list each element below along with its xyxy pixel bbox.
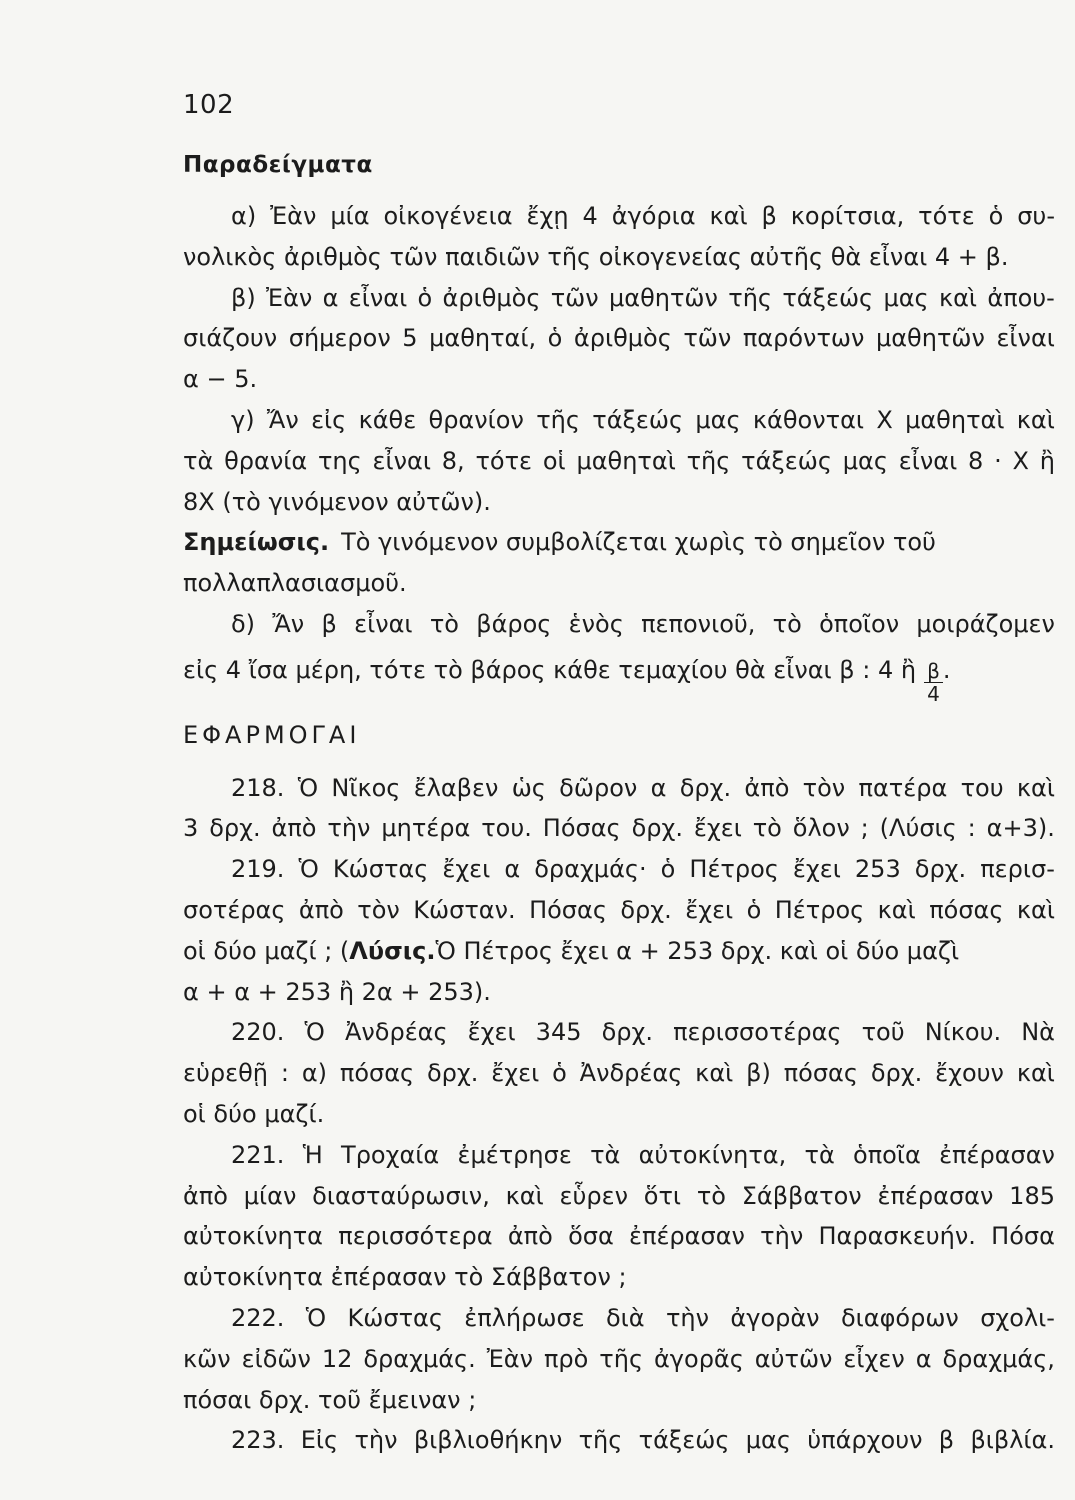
fraction-period: .	[942, 655, 951, 684]
exercise-218-line-2: 3 δρχ. ἀπὸ τὴν μητέρα του. Πόσας δρχ. ἔχει τὸ ὅλον ; (Λύσις : α+3).	[183, 814, 1055, 843]
exercise-219-line-3-end: Ὁ Πέτρος ἔχει α + 253 δρχ. καὶ οἱ δύο μαζὶ	[435, 936, 960, 965]
note-text: Τὸ γινόμενον συμβολίζεται χωρὶς τὸ σημεῖον τοῦ	[341, 528, 936, 557]
body-text	[183, 196, 1055, 1461]
example-d-line-1: δ) Ἄν β εἶναι τὸ βάρος ἑνὸς πεπονιοῦ, τὸ ὁποῖον μοιράζομεν	[231, 609, 1055, 638]
example-c-line-3: 8Χ (τὸ γινόμενον αὐτῶν).	[183, 487, 491, 516]
exercise-223-line-1: 223. Εἰς τὴν βιβλιοθήκην τῆς τάξεώς μας ὑπάρχουν β βιβλία.	[231, 1426, 1055, 1455]
applications-heading: ΕΦΑΡΜΟΓΑΙ	[183, 720, 361, 749]
note-line-1	[183, 522, 1055, 563]
exercise-221-line-4: αὐτοκίνητα ἐπέρασαν τὸ Σάββατον ;	[183, 1263, 627, 1292]
exercise-221-line-1: 221. Ἡ Τροχαία ἐμέτρησε τὰ αὐτοκίνητα, τὰ ὁποῖα ἐπέρασαν	[231, 1140, 1055, 1169]
exercise-220-line-3: οἱ δύο μαζί.	[183, 1099, 325, 1128]
exercise-219-line-2: σοτέρας ἀπὸ τὸν Κώσταν. Πόσας δρχ. ἔχει ὁ Πέτρος καὶ πόσας καὶ	[183, 895, 1055, 924]
exercise-220-line-1: 220. Ὁ Ἀνδρέας ἔχει 345 δρχ. περισσοτέρας τοῦ Νίκου. Νὰ	[231, 1018, 1055, 1047]
example-d-line-2	[183, 645, 1055, 706]
exercise-222-line-2: κῶν εἰδῶν 12 δραχμάς. Ἐὰν πρὸ τῆς ἀγορᾶς αὐτῶν εἶχεν α δραχμάς,	[183, 1344, 1055, 1373]
exercise-221-line-3: αὐτοκίνητα περισσότερα ἀπὸ ὅσα ἐπέρασαν τὴν Παρασκευήν. Πόσα	[183, 1222, 1055, 1251]
note-line-2: πολλαπλασιασμοῦ.	[183, 569, 407, 598]
exercise-219-line-1: 219. Ὁ Κώστας ἔχει α δραχμάς· ὁ Πέτρος ἔχει 253 δρχ. περισ-	[231, 855, 1055, 884]
example-c-line-1: γ) Ἄν εἰς κάθε θρανίον τῆς τάξεώς μας κάθονται Χ μαθηταὶ καὶ	[231, 405, 1055, 434]
example-c-line-2: τὰ θρανία της εἶναι 8, τότε οἱ μαθηταὶ τῆς τάξεώς μας εἶναι 8 · Χ ἢ	[183, 446, 1055, 475]
exercise-219-line-3-start: οἱ δύο μαζί ; (	[183, 936, 350, 965]
example-b-line-2: σιάζουν σήμερον 5 μαθηταί, ὁ ἀριθμὸς τῶν παρόντων μαθητῶν εἶναι	[183, 324, 1055, 353]
exercise-219-line-4: α + α + 253 ἢ 2α + 253).	[183, 977, 491, 1006]
example-d-text: εἰς 4 ἴσα μέρη, τότε τὸ βάρος κάθε τεμαχίου θὰ εἶναι β : 4 ἢ	[183, 655, 917, 684]
exercise-220-line-2: εὑρεθῇ : α) πόσας δρχ. ἔχει ὁ Ἀνδρέας καὶ β) πόσας δρχ. ἔχουν καὶ	[183, 1059, 1055, 1088]
exercise-219-line-3	[183, 931, 1055, 972]
exercise-222-line-1: 222. Ὁ Κώστας ἐπλήρωσε διὰ τὴν ἀγορὰν διαφόρων σχολι-	[231, 1303, 1055, 1332]
exercise-222-line-3: πόσαι δρχ. τοῦ ἔμειναν ;	[183, 1385, 477, 1414]
note-label: Σημείωσις.	[183, 528, 330, 557]
fraction-numerator: β	[924, 660, 943, 683]
exercise-221-line-2: ἀπὸ μίαν διασταύρωσιν, καὶ εὗρεν ὅτι τὸ Σάββατον ἐπέρασαν 185	[183, 1181, 1055, 1210]
fraction-denominator: 4	[927, 681, 940, 706]
example-a-line-2: νολικὸς ἀριθμὸς τῶν παιδιῶν τῆς οἰκογενείας αὐτῆς θὰ εἶναι 4 + β.	[183, 242, 1009, 271]
solution-label: Λύσις.	[349, 936, 436, 965]
example-b-line-3: α − 5.	[183, 365, 258, 394]
fraction	[924, 660, 943, 705]
example-b-line-1: β) Ἐὰν α εἶναι ὁ ἀριθμὸς τῶν μαθητῶν τῆς τάξεώς μας καὶ ἀπου-	[231, 283, 1055, 312]
page-number: 102	[183, 90, 235, 120]
section-title: Παραδείγματα	[183, 152, 373, 178]
exercise-218-line-1: 218. Ὁ Νῖκος ἔλαβεν ὡς δῶρον α δρχ. ἀπὸ τὸν πατέρα του καὶ	[231, 773, 1055, 802]
example-a-line-1: α) Ἐὰν μία οἰκογένεια ἔχῃ 4 ἀγόρια καὶ β κορίτσια, τότε ὁ συ-	[231, 202, 1055, 230]
